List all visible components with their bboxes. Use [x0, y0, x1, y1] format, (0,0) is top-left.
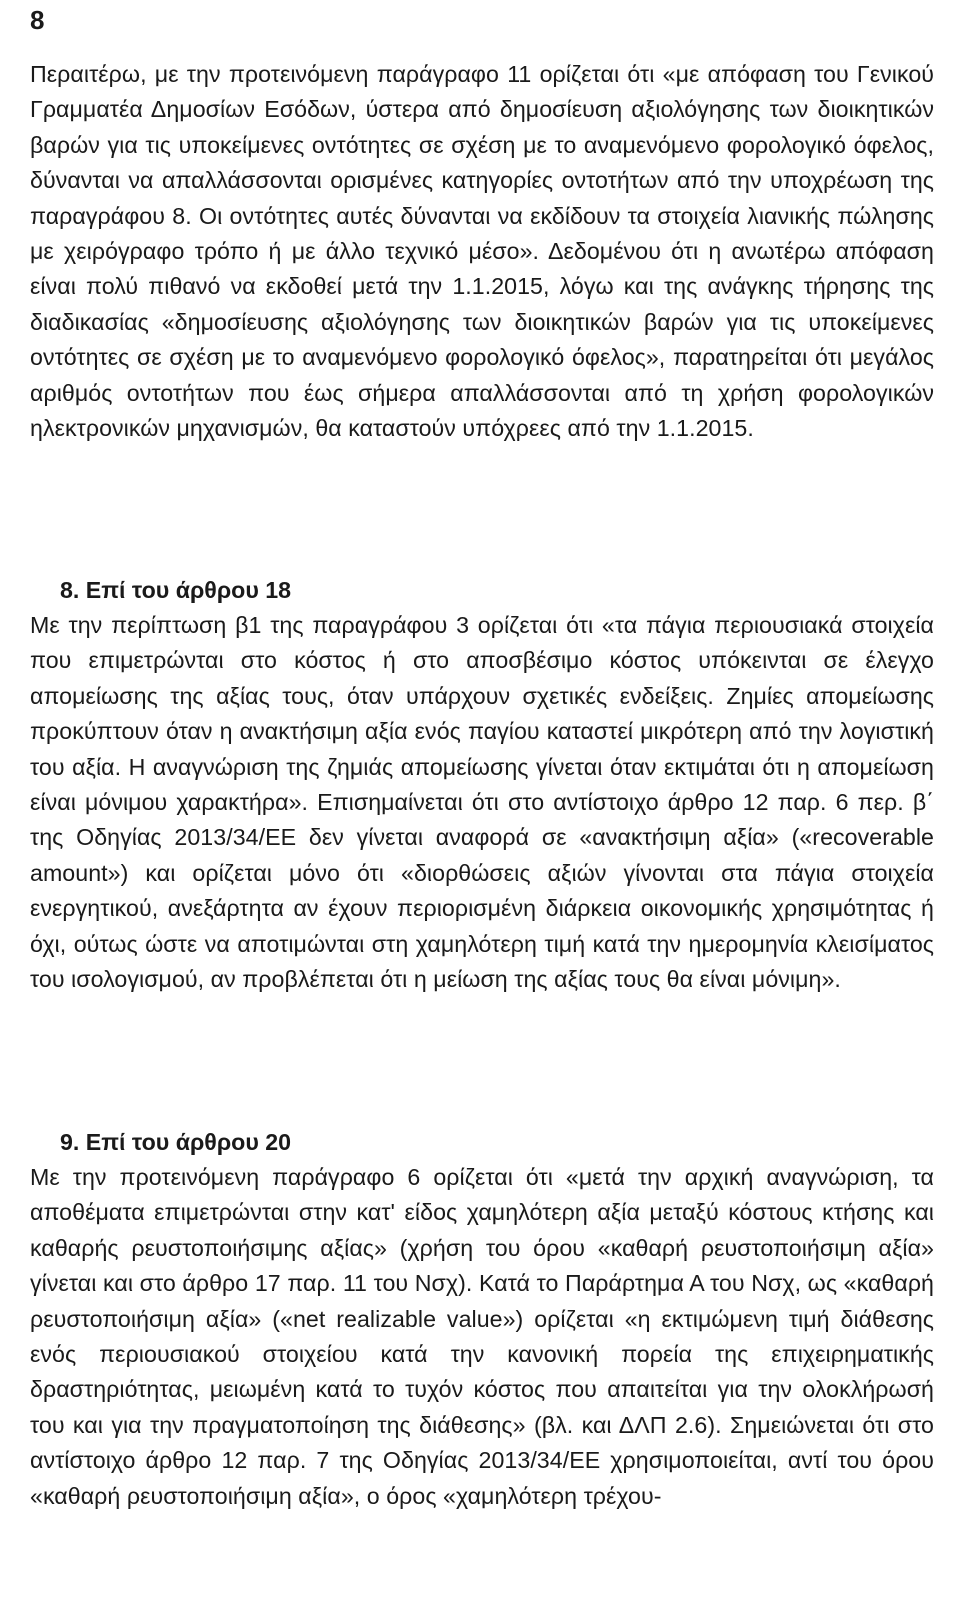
section-text-article-20: Με την προτεινόμενη παράγραφο 6 ορίζεται ότι «μετά την αρχική αναγνώριση, τα αποθέματα επιμετρώνται στην κατ' είδος χαμηλότερη αξία μεταξύ κόστους κτήσης και καθαρής ρευστοποιήσιμης αξίας» (χρήση του όρου «καθαρή ρευστοποιήσιμη αξία» γίνεται και στο άρθρο 17 παρ. 11 του Νσχ). Κατά το Παράρτημα Α του Νσχ, ως «καθαρή ρευστοποιήσιμη αξία» («net realizable value») ορίζεται «η εκτιμώμενη τιμή διάθεσης ενός περιουσιακού στοιχείου κατά την κανονική πορεία της επιχειρηματικής δραστηριότητας, μειωμένη κατά το τυχόν κόστος που απαιτείται για την ολοκλήρωσή του και για την πραγματοποίηση της διάθεσης» (βλ. και ΔΛΠ 2.6). Σημειώνεται ότι στο αντίστοιχο άρθρο 12 παρ. 7 της Οδηγίας 2013/34/ΕΕ χρησιμοποιείται, αντί του όρου «καθαρή ρευστοποιήσιμη αξία», ο όρος «χαμηλότερη τρέχου- — [30, 1164, 934, 1509]
section-text-article-18: Με την περίπτωση β1 της παραγράφου 3 ορίζεται ότι «τα πάγια περιουσιακά στοιχεία που επιμετρώνται στο κόστος ή στο αποσβέσιμο κόστος υπόκεινται σε έλεγχο απομείωσης της αξίας τους, όταν υπάρχουν σχετικές ενδείξεις. Ζημίες απομείωσης προκύπτουν όταν η ανακτήσιμη αξία ενός παγίου καταστεί μικρότερη από την λογιστική του αξία. Η αναγνώριση της ζημιάς απομείωσης γίνεται όταν εκτιμάται ότι η απομείωση είναι μόνιμου χαρακτήρα». Επισημαίνεται ότι στο αντίστοιχο άρθρο 12 παρ. 6 περ. β΄ της Οδηγίας 2013/34/ΕΕ δεν γίνεται αναφορά σε «ανακτήσιμη αξία» («recoverable amount») και ορίζεται μόνο ότι «διορθώσεις αξιών γίνονται στα πάγια στοιχεία ενεργητικού, ανεξάρτητα αν έχουν περιορισμένη διάρκεια οικονομικής χρησιμότητας ή όχι, ούτως ώστε να αποτιμώνται στη χαμηλότερη τιμή κατά την ημερομηνία κλεισίματος του ισολογισμού, αν προβλέπεται ότι η μείωση της αξίας τους θα είναι μόνιμη». — [30, 612, 934, 993]
page-number: 8 — [30, 5, 45, 35]
paragraph-intro: Περαιτέρω, με την προτεινόμενη παράγραφο 11 ορίζεται ότι «με απόφαση του Γενικού Γραμματέα Δημοσίων Εσόδων, ύστερα από δημοσίευση αξιολόγησης των διοικητικών βαρών για τις υποκείμενες οντότητες σε σχέση με το αναμενόμενο φορολογικό όφελος, δύνανται να απαλλάσσονται ορισμένες κατηγορίες οντοτήτων από την υποχρέωση της παραγράφου 8. Οι οντότητες αυτές δύνανται να εκδίδουν τα στοιχεία λιανικής πώλησης με χειρόγραφο τρόπο ή με άλλο τεχνικό μέσο». Δεδομένου ότι η ανωτέρω απόφαση είναι πολύ πιθανό να εκδοθεί μετά την 1.1.2015, λόγω και της ανάγκης τήρησης της διαδικασίας «δημοσίευσης αξιολόγησης των διοικητικών βαρών για τις υποκείμενες οντότητες σε σχέση με το αναμενόμενο φορολογικό όφελος», παρατηρείται ότι μεγάλος αριθμός οντοτήτων που έως σήμερα απαλλάσσονται από τη χρήση φορολογικών ηλεκτρονικών μηχανισμών, θα καταστούν υπόχρεες από την 1.1.2015. — [30, 61, 934, 442]
section-heading-article-18: 8. Επί του άρθρου 18 — [60, 577, 292, 603]
section-heading-article-20: 9. Επί του άρθρου 20 — [60, 1129, 292, 1155]
